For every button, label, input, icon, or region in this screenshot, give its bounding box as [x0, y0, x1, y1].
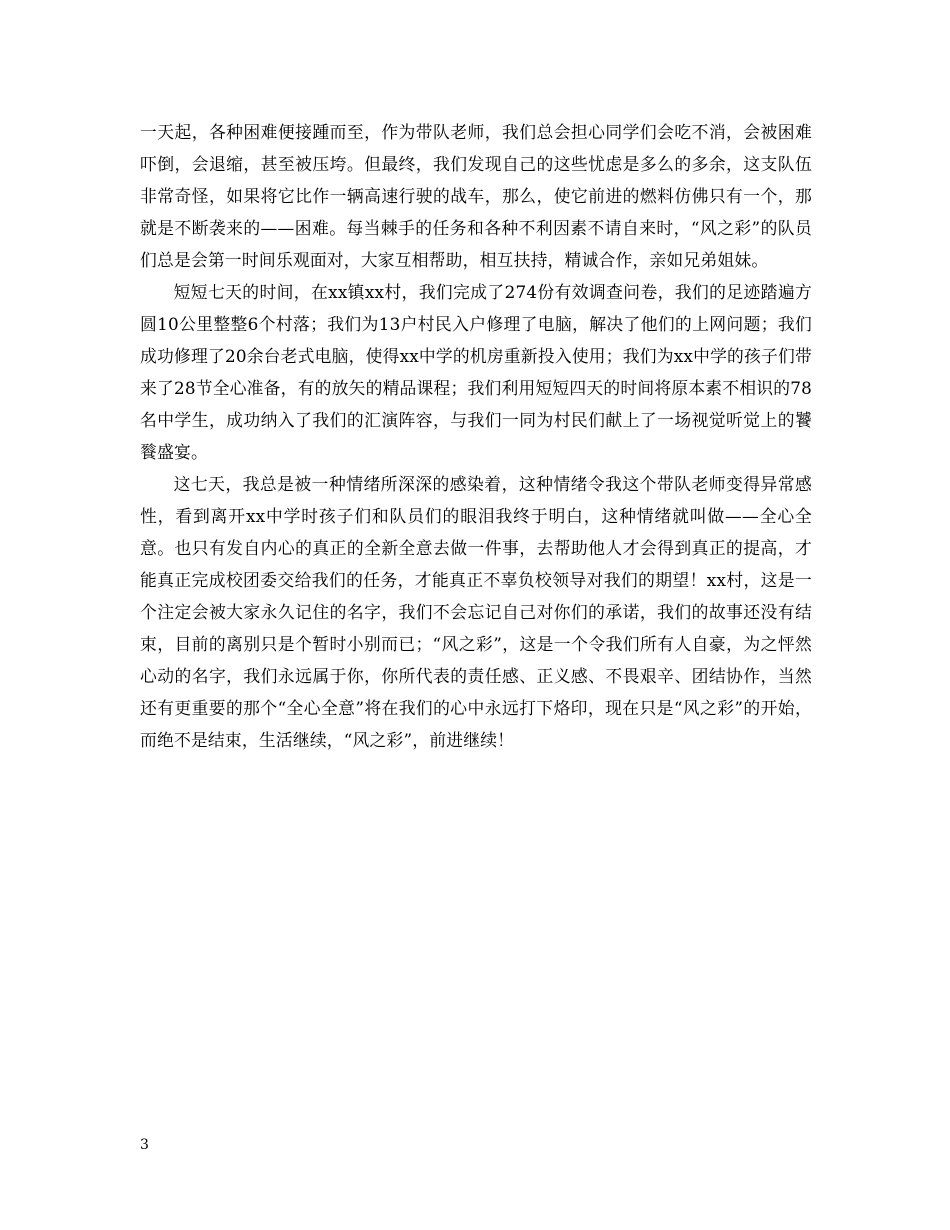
document-body: [140, 116, 812, 756]
paragraph-achievements: 短短七天的时间，在xx镇xx村，我们完成了274份有效调查问卷，我们的足迹踏遍方圆10公里整整6个村落；我们为13户村民入户修理了电脑，解决了他们的上网问题；我们成功修理了20余台老式电脑，使得xx中学的机房重新投入使用；我们为xx中学的孩子们带来了28节全心准备，有的放矢的精品课程；我们利用短短四天的时间将原本素不相识的78名中学生，成功纳入了我们的汇演阵容，与我们一同为村民们献上了一场视觉听觉上的饕餮盛宴。: [140, 282, 812, 462]
page-number: 3: [140, 1137, 149, 1153]
paragraph-reflection: 这七天，我总是被一种情绪所深深的感染着，这种情绪令我这个带队老师变得异常感性，看到离开xx中学时孩子们和队员们的眼泪我终于明白，这种情绪就叫做——全心全意。也只有发自内心的真正的全新全意去做一件事，去帮助他人才会得到真正的提高，才能真正完成校团委交给我们的任务，才能真正不辜负校领导对我们的期望！xx村，这是一个注定会被大家永久记住的名字，我们不会忘记自己对你们的承诺，我们的故事还没有结束，目前的离别只是个暂时小别而已；“风之彩”，这是一个令我们所有人自豪，为之怦然心动的名字，我们永远属于你，你所代表的责任感、正义感、不畏艰辛、团结协作，当然还有更重要的那个“全心全意”将在我们的心中永远打下烙印，现在只是“风之彩”的开始，而绝不是结束，生活继续，“风之彩”，前进继续！: [140, 474, 812, 750]
paragraph-continued: 一天起，各种困难便接踵而至，作为带队老师，我们总会担心同学们会吃不消，会被困难吓倒，会退缩，甚至被压垮。但最终，我们发现自己的这些忧虑是多么的多余，这支队伍非常奇怪，如果将它比作一辆高速行驶的战车，那么，使它前进的燃料仿佛只有一个，那就是不断袭来的——困难。每当棘手的任务和各种不利因素不请自来时，“风之彩”的队员们总是会第一时间乐观面对，大家互相帮助，相互扶持，精诚合作，亲如兄弟姐妹。: [140, 122, 812, 270]
